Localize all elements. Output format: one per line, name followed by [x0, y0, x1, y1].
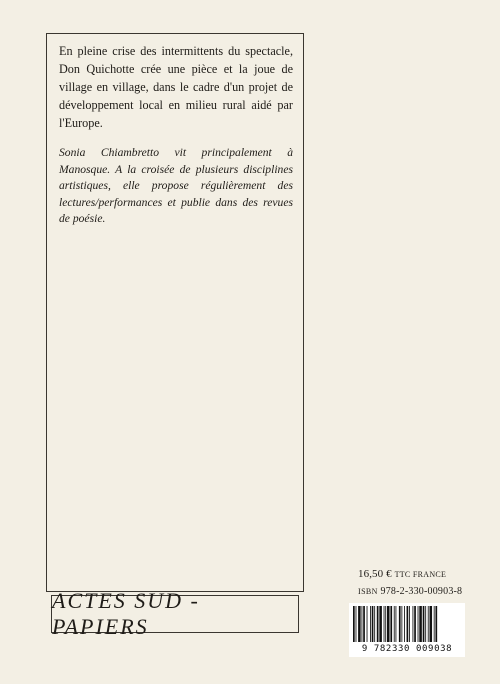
back-cover-blurb — [59, 42, 293, 132]
barcode-digits: 9 782330 009038 — [361, 644, 453, 654]
author-bio — [59, 145, 293, 228]
isbn-value: 978-2-330-00903-8 — [380, 586, 463, 597]
price-amount: 16,50 € — [358, 568, 392, 580]
price-label — [358, 568, 446, 580]
isbn-label: ISBN — [358, 587, 378, 596]
barcode — [349, 603, 465, 657]
author-bio-paragraph: Sonia Chiambretto vit principalement à Manosque. A la croisée de plusieurs disciplines artistiques, elle propose régulièrement des lectures/performances et publie dans des revues de poésie. — [59, 146, 293, 226]
publisher-logo — [51, 588, 299, 639]
isbn-line — [358, 586, 462, 597]
publisher-logo-text: ACTES SUD - PAPIERS — [52, 588, 200, 639]
blurb-paragraph: En pleine crise des intermittents du spectacle, Don Quichotte crée une pièce et la joue de village en village, dans le cadre d'un projet de développement local en milieu rural aidé par l'Europe. — [59, 44, 293, 130]
price-suffix: TTC FRANCE — [394, 570, 447, 579]
barcode-bars — [353, 606, 461, 644]
